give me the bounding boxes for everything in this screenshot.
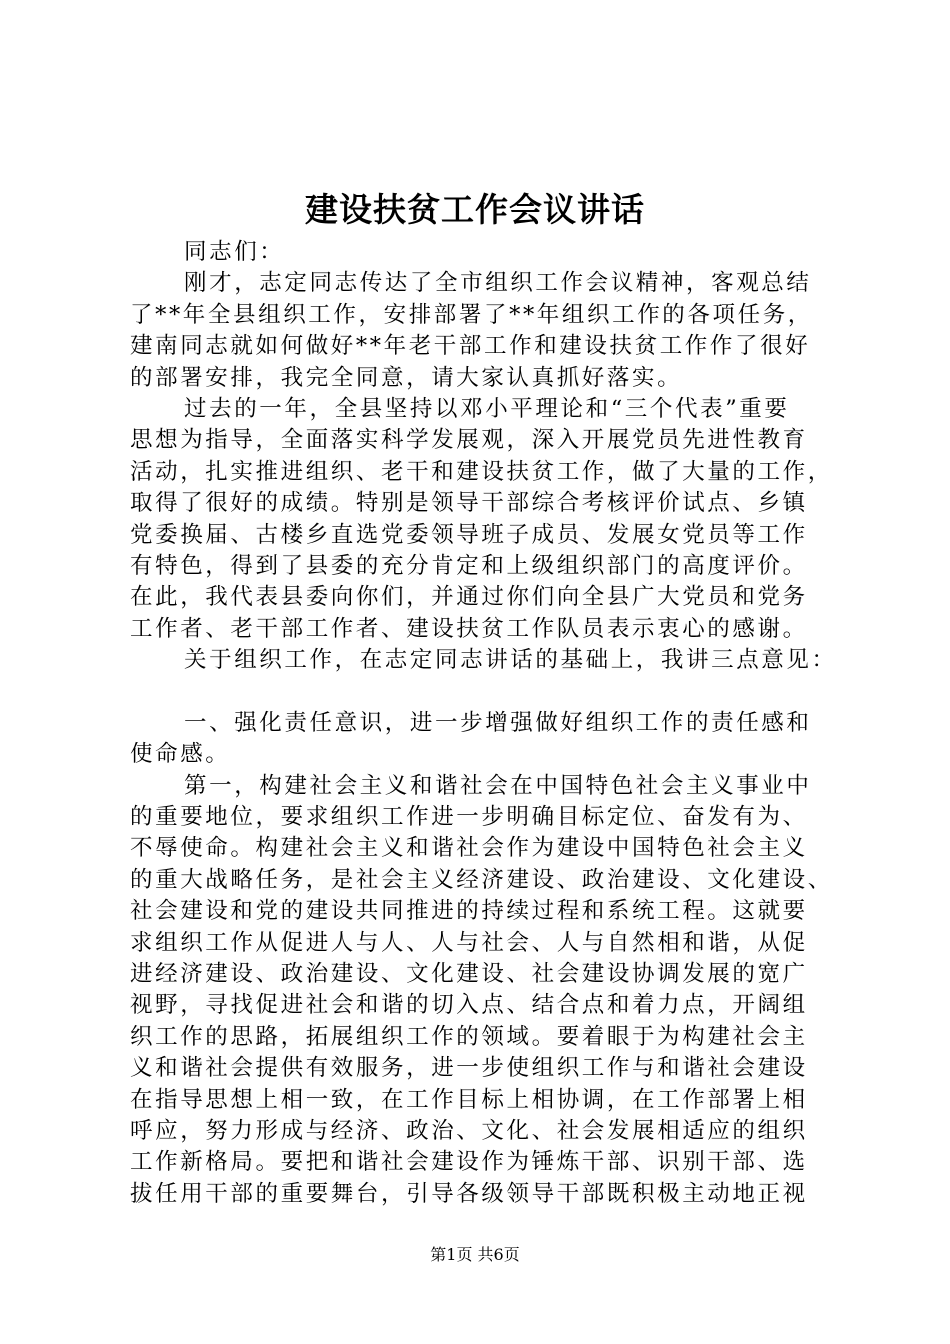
body-line: 在此，我代表县委向你们，并通过你们向全县广大党员和党务 <box>130 584 808 611</box>
body-line: 关于组织工作，在志定同志讲话的基础上，我讲三点意见： <box>184 647 837 674</box>
body-line: 进经济建设、政治建设、文化建设、社会建设协调发展的宽广 <box>130 960 808 987</box>
body-line: 党委换届、古楼乡直选党委领导班子成员、发展女党员等工作 <box>130 521 808 548</box>
body-line: 同志们： <box>184 239 285 265</box>
body-line: 不辱使命。构建社会主义和谐社会作为建设中国特色社会主义 <box>130 835 808 862</box>
body-line: 有特色，得到了县委的充分肯定和上级组织部门的高度评价。 <box>130 552 808 579</box>
document-title: 建设扶贫工作会议讲话 <box>305 190 645 229</box>
body-line: 的重大战略任务，是社会主义经济建设、政治建设、文化建设、 <box>130 866 833 893</box>
section-heading-line: 使命感。 <box>130 741 231 768</box>
blank-line <box>130 676 830 707</box>
body-line: 求组织工作从促进人与人、人与社会、人与自然相和谐，从促 <box>130 929 808 956</box>
body-line: 社会建设和党的建设共同推进的持续过程和系统工程。这就要 <box>130 898 808 925</box>
body-line: 了**年全县组织工作，安排部署了**年组织工作的各项任务， <box>130 301 813 328</box>
body-line: 呼应，努力形成与经济、政治、文化、社会发展相适应的组织 <box>130 1117 808 1144</box>
body-line: 建南同志就如何做好**年老干部工作和建设扶贫工作作了很好 <box>130 333 811 360</box>
section-heading-line: 一、强化责任意识，进一步增强做好组织工作的责任感和 <box>184 709 812 736</box>
body-line: 的重要地位，要求组织工作进一步明确目标定位、奋发有为、 <box>130 804 808 831</box>
body-line: 的部署安排，我完全同意，请大家认真抓好落实。 <box>130 364 683 391</box>
body-line: 取得了很好的成绩。特别是领导干部综合考核评价试点、乡镇 <box>130 490 808 517</box>
body-line: 工作新格局。要把和谐社会建设作为锤炼干部、识别干部、选 <box>130 1149 808 1176</box>
body-line: 思想为指导，全面落实科学发展观，深入开展党员先进性教育 <box>130 427 808 454</box>
body-line: 织工作的思路，拓展组织工作的领域。要着眼于为构建社会主 <box>130 1023 808 1050</box>
body-line: 工作者、老干部工作者、建设扶贫工作队员表示衷心的感谢。 <box>130 615 808 642</box>
body-line: 第一，构建社会主义和谐社会在中国特色社会主义事业中 <box>184 772 812 799</box>
body-line: 过去的一年，全县坚持以邓小平理论和“三个代表”重要 <box>184 395 790 422</box>
body-line: 视野，寻找促进社会和谐的切入点、结合点和着力点，开阔组 <box>130 992 808 1019</box>
body-line: 在指导思想上相一致，在工作目标上相协调，在工作部署上相 <box>130 1086 808 1113</box>
body-line: 拔任用干部的重要舞台，引导各级领导干部既积极主动地正视 <box>130 1180 808 1207</box>
page-footer: 第1页 共6页 <box>430 1245 520 1264</box>
body-line: 刚才，志定同志传达了全市组织工作会议精神，客观总结 <box>184 270 812 297</box>
body-line: 义和谐社会提供有效服务，进一步使组织工作与和谐社会建设 <box>130 1055 808 1082</box>
body-line: 活动，扎实推进组织、老干和建设扶贫工作，做了大量的工作， <box>130 458 833 485</box>
document-body <box>130 237 837 1210</box>
